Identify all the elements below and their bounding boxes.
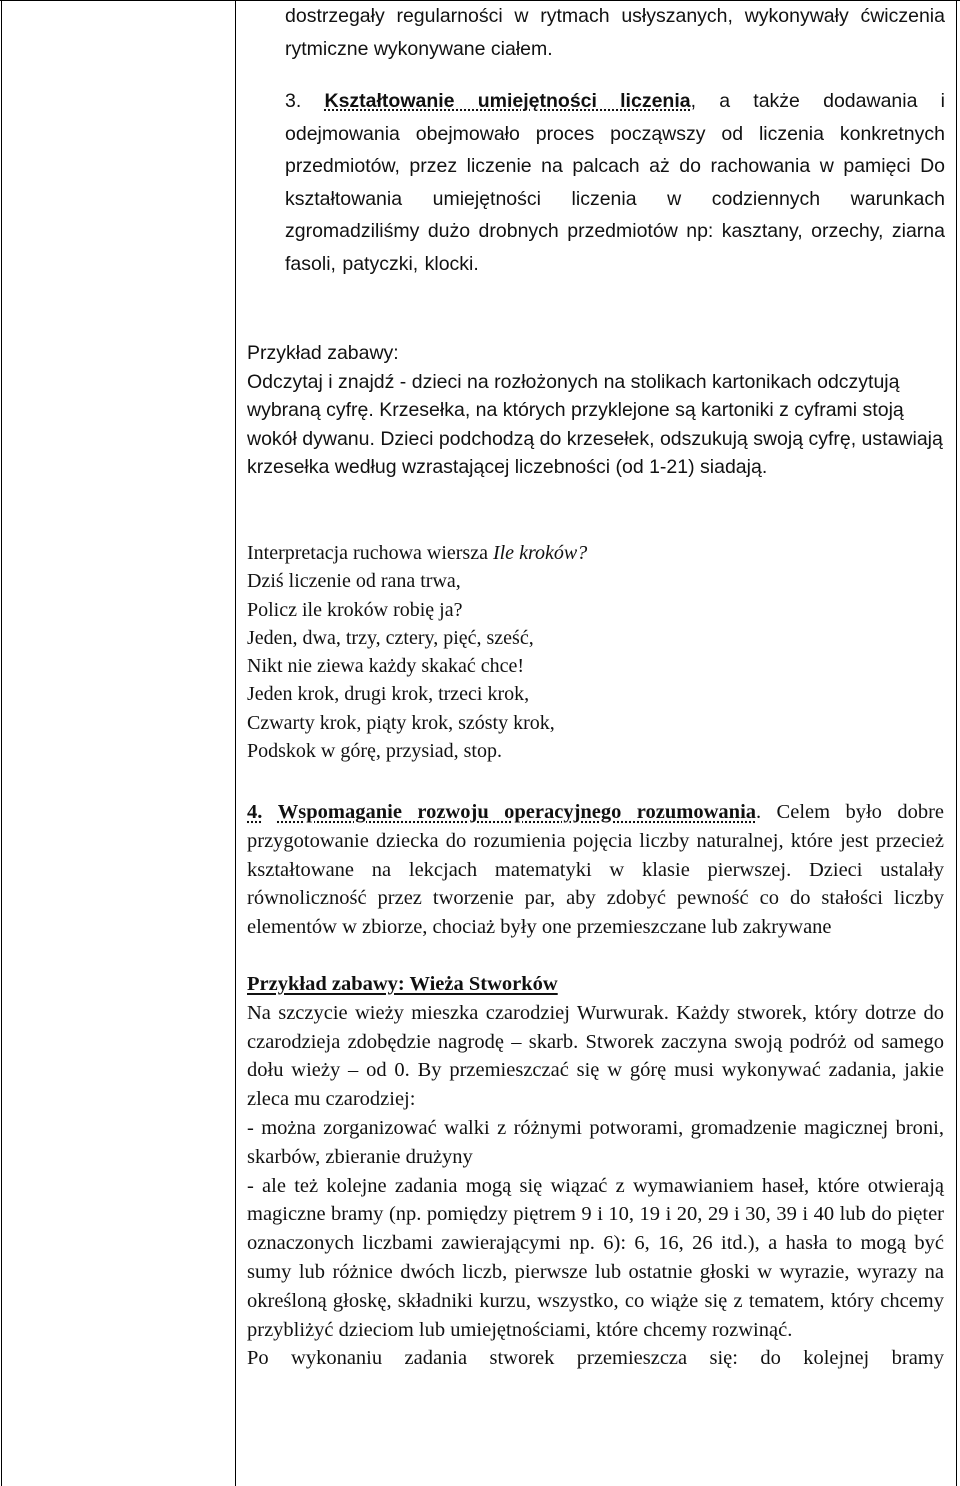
poem-line: Czwarty krok, piąty krok, szósty krok, xyxy=(247,711,555,734)
poem-intro: Interpretacja ruchowa wiersza Ile kroków? xyxy=(247,542,588,564)
game-last-line: Po wykonaniu zadania stworek przemieszcza się: do kolejnej bramy xyxy=(247,1347,944,1370)
game-heading: Przykład zabawy: Wieża Stworków xyxy=(247,972,558,995)
table-border-right xyxy=(956,0,957,1486)
item3-text: , a także dodawania i odejmowania obejmowało proces począwszy od liczenia konkretnych przedmiotów, przez liczenie na palcach aż do rachowania w pamięci Do kształtowania umiejętności liczenia w codziennych warunkach zgromadziliśmy dużo drobnych przedmiotów np: kasztany, orzechy, ziarna fasoli, patyczki, klocki. xyxy=(285,90,945,275)
item4-text: . Celem było dobre przygotowanie dziecka do rozumienia pojęcia liczby naturalnej, które jest przecież kształtowane na lekcjach matematyki w klasie pierwszej. Dzieci ustalały równoliczność przez tworzenie par, aby zdobyć pewność co do stałości liczby elementów w zbiorze, chociaż były one przemieszczane lub zakrywane xyxy=(247,801,944,939)
section-example-counting xyxy=(247,339,947,482)
example-label: Przykład zabawy: xyxy=(247,342,399,364)
section-poem xyxy=(247,539,947,765)
item3-heading: Kształtowanie umiejętności liczenia xyxy=(324,90,691,112)
item4-heading: Wspomaganie rozwoju operacyjnego rozumowania xyxy=(277,801,757,823)
item4-paragraph xyxy=(247,798,944,942)
poem-line: Policz ile kroków robię ja? xyxy=(247,598,463,621)
poem-line: Dziś liczenie od rana trwa, xyxy=(247,570,461,593)
section-reasoning xyxy=(247,798,944,1373)
game-bullet: - ale też kolejne zadania mogą się wiązać z wymawianiem haseł, które otwierają magiczne bramy (np. pomiędzy piętrem 9 i 10, 19 i 20, 29 i 30, 39 i 40 lub do pięter oznaczonych liczbami zawierającymi np. 6): 6, 16, 26 itd.), a hasła to mogą być sumy lub różnice dwóch liczb, pierwsze lub ostatnie głoski w wyrazie, wyrazy na określoną głoskę, składniki kurzu, wszystko, co wiąże się z tematem, który chcemy przybliżyć dzieciom lub umiejętnościami, które chcemy rozwinąć. xyxy=(247,1174,944,1341)
poem-title: Ile kroków? xyxy=(492,542,588,564)
game-bullet: - można zorganizować walki z różnymi potworami, gromadzenie magicznej broni, skarbów, zbieranie drużyny xyxy=(247,1116,944,1168)
poem-line: Jeden, dwa, trzy, cztery, pięć, sześć, xyxy=(247,626,534,649)
section-counting xyxy=(285,0,945,280)
poem-line: Podskok w górę, przysiad, stop. xyxy=(247,740,502,763)
table-border-divider xyxy=(235,0,236,1486)
rhythm-paragraph: dostrzegały regularności w rytmach usłyszanych, wykonywały ćwiczenia rytmiczne wykonywane ciałem. xyxy=(285,5,945,60)
item4-number: 4. xyxy=(247,801,263,823)
table-border-left xyxy=(1,0,2,1486)
game-paragraph: Na szczycie wieży mieszka czarodziej Wurwurak. Każdy stworek, który dotrze do czarodzieja zdobędzie nagrodę – skarb. Stworek zaczyna swoją podróż od samego dołu wieży – od 0. By przemieszczać się w górę musi wykonywać zadania, jakie zleca mu czarodziej: xyxy=(247,1001,944,1111)
example-text: Odczytaj i znajdź - dzieci na rozłożonych na stolikach kartonikach odczytują wybraną cyfrę. Krzesełka, na których przyklejone są kartoniki z cyframi stoją wokół dywanu. Dzieci podchodzą do krzesełek, odszukują swoją cyfrę, ustawiają krzesełka według wzrastającej liczebności (od 1-21) siadają. xyxy=(247,370,943,478)
item3-number: 3. xyxy=(285,90,302,112)
item3-paragraph xyxy=(285,85,945,280)
poem-line: Jeden krok, drugi krok, trzeci krok, xyxy=(247,683,530,706)
poem-line: Nikt nie ziewa każdy skakać chce! xyxy=(247,655,525,678)
